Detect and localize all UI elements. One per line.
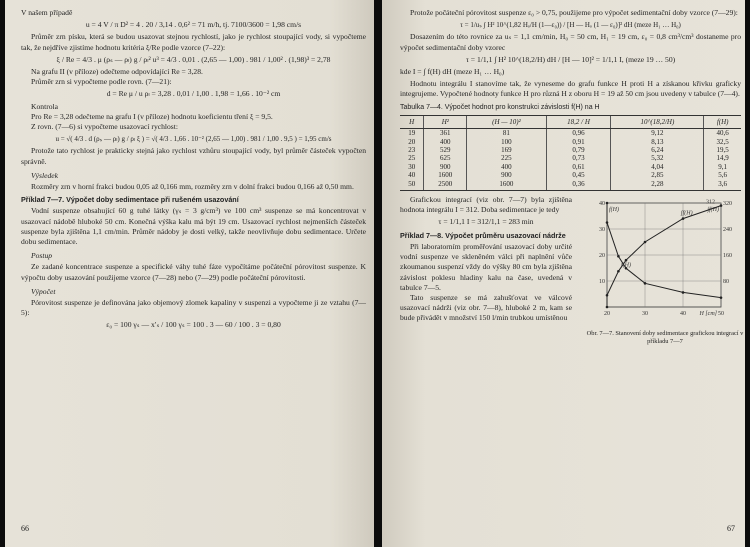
result-text: Rozměry zrn v horní frakci budou 0,05 až 0,166 mm, rozměry zrn v dolní frakci budou 0,166 až 0,50 mm. xyxy=(31,182,354,192)
series-label-integral: ∫f(H) xyxy=(681,210,693,217)
table-cell: 19 xyxy=(408,129,416,138)
equation-integral: kde I = ∫ f(H) dH (meze H₁ … H₀) xyxy=(400,67,505,77)
table-cell: 0,79 xyxy=(546,146,611,154)
page-number: 66 xyxy=(21,524,29,533)
right-page xyxy=(382,0,745,547)
equation-criterion: ξ / Re = 4/3 . μ (ρₛ — ρₗ) g / ρₗ² u³ = 4/3 . 0,01 . (2,65 — 1,00) . 981 / 1,00² . (1,98)³ = 2,78 xyxy=(56,54,331,64)
table-cell: 400 xyxy=(424,138,467,146)
data-point-integral xyxy=(682,217,685,220)
data-point-f xyxy=(644,282,647,285)
left-page xyxy=(5,0,374,547)
y-left-axis-label: f(H) xyxy=(609,207,619,214)
table-cell: 14,9 xyxy=(704,154,741,162)
table-row xyxy=(400,163,741,171)
table-cell: 40 xyxy=(408,171,416,180)
example-text: Při laboratorním proměřování usazovací doby určité vodní suspenze ve skleněném válci při naplnění vůče zkoumanou suspenzí vždy do výšky 80 cm byla zjištěna závislost poklesu hladiny kalu na čase, uvedená v tabulce 7—5. xyxy=(400,241,572,292)
data-point-f xyxy=(606,202,609,205)
paragraph: Z rovn. (7—6) si vypočteme usazovací rychlost: xyxy=(31,122,178,132)
table-cell: 400 xyxy=(467,163,546,171)
table-caption: Tabulka 7—4. Výpočet hodnot pro konstrukci závislosti f(H) na H xyxy=(400,103,600,111)
y-left-tick-label: 10 xyxy=(599,279,605,286)
data-point-integral xyxy=(617,270,620,273)
table-cell: 9,1 xyxy=(704,163,741,171)
table-header: H xyxy=(400,115,424,128)
table-cell: 225 xyxy=(467,154,546,162)
data-point-f xyxy=(682,291,685,294)
equation-diameter: d = Re μ / u ρₗ = 3,28 . 0,01 / 1,00 . 1,98 = 1,66 . 10⁻² cm xyxy=(106,89,281,99)
table-cell: 0,36 xyxy=(546,180,611,191)
equation-porosity: ε₀ = 100 γₛ — x′ₛ / 100 γₛ = 100 . 3 — 60 / 100 . 3 = 0,80 xyxy=(106,320,281,330)
procedure-text: Ze zadané koncentrace suspenze a specifické váhy tuhé fáze vypočítáme počáteční pórovitost suspenze. K výpočtu doby usazování použijeme vzorce (7—28) nebo (7—29) podle počáteční pórovitosti. xyxy=(21,262,366,282)
example-title: Příklad 7—7. Výpočet doby sedimentace při rušeném usazování xyxy=(21,195,239,205)
data-point-integral xyxy=(644,241,647,244)
paragraph: Na grafu II (v příloze) odečteme odpovídající Re = 3,28. xyxy=(31,67,203,77)
example-title: Příklad 7—8. Výpočet průměru usazovací nádrže xyxy=(400,230,566,240)
paragraph: Pro Re = 3,28 odečteme na grafu I (v příloze) hodnotu koeficientu tření ξ = 9,5. xyxy=(31,111,273,121)
table-cell: 900 xyxy=(424,163,467,171)
integration-chart xyxy=(585,195,745,325)
paragraph: Grafickou integrací (viz obr. 7—7) byla zjištěna hodnota integrálu I = 312. Doba sedimentace je tedy xyxy=(400,195,572,215)
table-row xyxy=(400,171,741,179)
equation-settling-velocity: u = √( 4/3 . d (ρₛ — ρₗ) g / ρₗ ξ ) = √( 4/3 . 1,66 . 10⁻² (2,65 — 1,00) . 981 / 1,00 . 9,5 ) = 1,95 cm/s xyxy=(55,135,332,144)
table-cell: 8,13 xyxy=(611,138,704,146)
equation-result: τ = 1/1,1 I = 312/1,1 = 283 min xyxy=(438,217,534,227)
x-tick-label: 30 xyxy=(642,311,648,318)
table-cell: 50 xyxy=(400,180,424,191)
y-right-tick-label: 80 xyxy=(723,279,729,286)
table-row xyxy=(400,154,741,162)
table-header: 18,2 / H xyxy=(546,115,611,128)
table-cell: 2,85 xyxy=(611,171,704,179)
table-header: f(H) xyxy=(704,115,741,128)
y-left-tick-label: 20 xyxy=(599,253,605,260)
table-cell: 900 xyxy=(467,171,546,179)
y-left-tick-label: 30 xyxy=(599,227,605,234)
table-cell: 0,45 xyxy=(546,171,611,179)
data-table xyxy=(400,115,741,191)
table-row xyxy=(400,129,741,138)
table-cell: 100 xyxy=(467,138,546,146)
table-cell: 25 xyxy=(408,154,416,163)
data-point-f xyxy=(720,296,723,299)
table-cell: 1600 xyxy=(424,171,467,179)
y-left-tick-label: 40 xyxy=(599,201,605,208)
table-cell: 0,73 xyxy=(546,154,611,162)
table-cell: 32,5 xyxy=(704,138,741,146)
table-cell: 40,6 xyxy=(704,129,741,138)
page-number: 67 xyxy=(727,524,735,533)
x-tick-label: 40 xyxy=(680,311,686,318)
series-line-f xyxy=(607,203,721,298)
table-cell: 0,91 xyxy=(546,138,611,146)
paragraph: Průměr zrn si vypočteme podle rovn. (7—21): xyxy=(31,77,172,87)
table-cell: 169 xyxy=(467,146,546,154)
equation-sedimentation-time: τ = 1/uₛ ∫ H² 10^(1,82 Hₒ/H (1—ε₀)) / [H — Hₒ (1 — ε₀)]² dH (meze H₁ … H₀) xyxy=(460,21,681,30)
x-axis-label: H [cm] xyxy=(699,311,717,318)
paragraph: Hodnotu integrálu I stanovíme tak, že vyneseme do grafu funkce H proti H a získanou křivku graficky integrujeme. Vypočtené hodnoty funkce H pro různá H z oboru H = 19 až 50 cm jsou uvedeny v tabulce (7—4). xyxy=(400,79,741,99)
y-right-tick-label: 160 xyxy=(723,253,732,260)
table-cell: 529 xyxy=(424,146,467,154)
data-point-f xyxy=(617,255,620,258)
table-row xyxy=(400,180,741,191)
calculation-label: Výpočet xyxy=(31,286,56,296)
table-cell: 4,04 xyxy=(611,163,704,171)
table-row xyxy=(400,146,741,154)
paragraph: Průměr zrn písku, která se budou usazovat stejnou rychlostí, jako je rychlost stoupající vody, si vypočteme tak, že nejdříve zjistíme hodnotu kritéria ξ/Re podle vzorce (7–22): xyxy=(21,32,366,52)
table-header: (H — 10)² xyxy=(467,115,546,128)
figure xyxy=(585,195,745,345)
table-cell: 0,96 xyxy=(546,129,611,138)
table-cell: 30 xyxy=(408,162,416,171)
table-header: H² xyxy=(424,115,467,128)
series-line-integral xyxy=(607,206,721,307)
data-point-f xyxy=(606,221,609,224)
table-cell: 5,6 xyxy=(704,171,741,179)
paragraph: Protože tato rychlost je prakticky stejná jako rychlost vzhůru stoupající vody, byl průměr částeček vypočten správně. xyxy=(21,146,366,166)
kontrola-label: Kontrola xyxy=(31,101,58,111)
table-cell: 625 xyxy=(424,154,467,162)
calculation-text: Pórovitost suspenze je definována jako objemový zlomek kapaliny v suspenzi a vypočteme ji ze vztahu (7—5): xyxy=(21,298,366,318)
x-tick-label: 50 xyxy=(718,311,724,318)
equation-velocity: u = 4 V / π D² = 4 . 20 / 3,14 . 0,6² = 71 m/h, tj. 7100/3600 = 1,98 cm/s xyxy=(85,20,302,30)
series-label-f: f(H) xyxy=(621,262,631,269)
table-cell: 361 xyxy=(424,129,467,138)
y-right-axis-label: ∫f(H) xyxy=(707,207,719,214)
table-cell: 81 xyxy=(467,129,546,138)
table-cell: 0,61 xyxy=(546,163,611,171)
table-cell: 9,12 xyxy=(611,129,704,138)
example-text: Vodní suspenze obsahující 60 g tuhé látky (γₛ = 3 g/cm³) ve 100 cm³ suspenze se má koncentrovat v usazovací nádobě hluboké 50 cm. Konečná výška kalu má být 19 cm. Usazovací rychlost nejmenších částeček suspenze byla zjištěna 1,1 cm/min. Průměr nádoby je dosti velký, takže neovlivňuje dobu sedimentace. Určete dobu sedimentace. xyxy=(21,206,366,247)
table-cell: 2500 xyxy=(424,180,467,191)
table-cell: 23 xyxy=(408,146,416,155)
y-right-tick-label: 320 xyxy=(723,201,732,208)
table-cell: 1600 xyxy=(467,180,546,191)
table-cell: 20 xyxy=(408,137,416,146)
data-point-integral xyxy=(625,259,628,262)
paragraph: Dosazením do této rovnice za uₛ = 1,1 cm/min, H₀ = 50 cm, H₁ = 19 cm, ε₀ = 0,8 cm³/cm³ dostaneme pro výpočet sedimentační doby vzorec xyxy=(400,32,741,52)
table-cell: 6,24 xyxy=(611,146,704,154)
table-cell: 19,5 xyxy=(704,146,741,154)
intro-text: V našem případě xyxy=(21,8,73,17)
data-point-integral xyxy=(606,294,609,297)
table-row xyxy=(400,138,741,146)
table-cell: 3,6 xyxy=(704,180,741,191)
x-tick-label: 20 xyxy=(604,311,610,318)
procedure-label: Postup xyxy=(31,251,53,261)
equation-sedimentation-time-2: τ = 1/1,1 ∫ H² 10^(18,2/H) dH / [H — 10]² = 1/1,1 I, (meze 19 … 50) xyxy=(465,54,676,64)
data-point-integral xyxy=(606,306,609,309)
table-header: 10^(18,2/H) xyxy=(611,115,704,128)
table-cell: 2,28 xyxy=(611,180,704,191)
result-label: Výsledek xyxy=(31,170,58,180)
paragraph: Protože počáteční pórovitost suspenze ε₀ > 0,75, použijeme pro výpočet sedimentační doby vzorce (7—29): xyxy=(410,8,738,17)
example-text: Tato suspenze se má zahušťovat ve válcové usazovací nádrži (viz obr. 7—8), hluboké 2 m, kam se bude přivádět v množství 150 l/min trubkou umístěnou xyxy=(400,292,572,323)
data-point-integral xyxy=(720,204,723,207)
y-right-tick-label: 240 xyxy=(723,227,732,234)
annotation-value: 312 xyxy=(706,199,715,206)
figure-caption: Obr. 7—7. Stanovení doby sedimentace grafickou integrací v příkladu 7—7 xyxy=(586,330,744,345)
table-cell: 5,32 xyxy=(611,154,704,162)
